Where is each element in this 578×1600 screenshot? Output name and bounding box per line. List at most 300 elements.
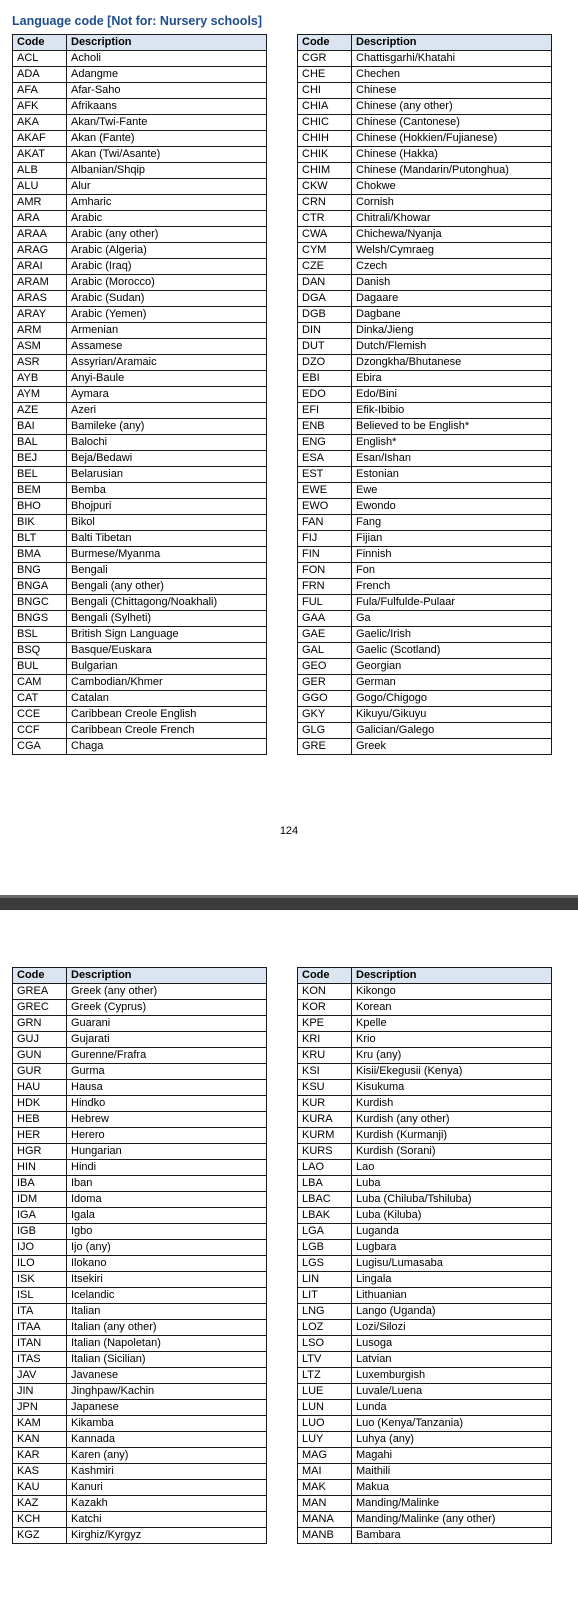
code-cell: HIN <box>13 1160 67 1176</box>
description-cell: Japanese <box>67 1400 267 1416</box>
description-cell: Kashmiri <box>67 1464 267 1480</box>
table-row <box>298 419 552 435</box>
code-cell: DUT <box>298 339 352 355</box>
description-cell: Lango (Uganda) <box>352 1304 552 1320</box>
table-row <box>298 131 552 147</box>
table-row <box>298 707 552 723</box>
description-cell: Greek (Cyprus) <box>67 1000 267 1016</box>
table-row <box>298 371 552 387</box>
table-row <box>13 1448 267 1464</box>
table-row <box>13 659 267 675</box>
code-cell: DZO <box>298 355 352 371</box>
table-row <box>13 579 267 595</box>
column-header-description: Description <box>352 35 552 51</box>
code-cell: KAS <box>13 1464 67 1480</box>
code-cell: BLT <box>13 531 67 547</box>
code-cell: GAA <box>298 611 352 627</box>
code-cell: GREC <box>13 1000 67 1016</box>
description-cell: Dagbane <box>352 307 552 323</box>
description-cell: Chinese (any other) <box>352 99 552 115</box>
table-row <box>298 723 552 739</box>
description-cell: Bengali (Sylheti) <box>67 611 267 627</box>
table-row <box>298 739 552 755</box>
description-cell: Fula/Fulfulde-Pulaar <box>352 595 552 611</box>
code-cell: BHO <box>13 499 67 515</box>
description-cell: German <box>352 675 552 691</box>
code-cell: CRN <box>298 195 352 211</box>
description-cell: Gaelic/Irish <box>352 627 552 643</box>
table-row <box>298 355 552 371</box>
description-cell: Greek <box>352 739 552 755</box>
description-cell: Lusoga <box>352 1336 552 1352</box>
code-cell: ARAI <box>13 259 67 275</box>
code-cell: CAM <box>13 675 67 691</box>
description-cell: Acholi <box>67 51 267 67</box>
column-header-description: Description <box>352 968 552 984</box>
code-cell: LUY <box>298 1432 352 1448</box>
table-row <box>298 627 552 643</box>
code-cell: FRN <box>298 579 352 595</box>
table-row <box>298 275 552 291</box>
table-row <box>13 1384 267 1400</box>
code-cell: KSU <box>298 1080 352 1096</box>
column-header-description: Description <box>67 968 267 984</box>
table-row <box>298 483 552 499</box>
table-row <box>298 1512 552 1528</box>
table-row <box>13 1288 267 1304</box>
description-cell: Albanian/Shqip <box>67 163 267 179</box>
code-cell: LSO <box>298 1336 352 1352</box>
code-cell: CTR <box>298 211 352 227</box>
code-cell: GEO <box>298 659 352 675</box>
table-row <box>298 1144 552 1160</box>
table-row <box>298 515 552 531</box>
language-table-left <box>12 34 267 755</box>
code-cell: GREA <box>13 984 67 1000</box>
description-cell: Chinese (Mandarin/Putonghua) <box>352 163 552 179</box>
description-cell: Fon <box>352 563 552 579</box>
table-row <box>13 1064 267 1080</box>
table-row <box>298 227 552 243</box>
description-cell: Efik-Ibibio <box>352 403 552 419</box>
table-row <box>13 1512 267 1528</box>
description-cell: Danish <box>352 275 552 291</box>
description-cell: Alur <box>67 179 267 195</box>
description-cell: Catalan <box>67 691 267 707</box>
table-row <box>298 1128 552 1144</box>
description-cell: Hausa <box>67 1080 267 1096</box>
code-cell: CWA <box>298 227 352 243</box>
table-row <box>298 1032 552 1048</box>
table-row <box>298 1480 552 1496</box>
description-cell: Ijo (any) <box>67 1240 267 1256</box>
code-cell: BSQ <box>13 643 67 659</box>
table-row <box>13 419 267 435</box>
code-cell: AFK <box>13 99 67 115</box>
table-row <box>298 1416 552 1432</box>
column-header-code: Code <box>298 968 352 984</box>
table-row <box>13 1336 267 1352</box>
description-cell: Arabic (any other) <box>67 227 267 243</box>
table-row <box>298 387 552 403</box>
code-cell: EDO <box>298 387 352 403</box>
code-cell: EST <box>298 467 352 483</box>
description-cell: Luo (Kenya/Tanzania) <box>352 1416 552 1432</box>
table-row <box>298 147 552 163</box>
description-cell: Maithili <box>352 1464 552 1480</box>
description-cell: Jinghpaw/Kachin <box>67 1384 267 1400</box>
table-row <box>13 275 267 291</box>
table-row <box>298 1080 552 1096</box>
table-row <box>298 83 552 99</box>
table-row <box>298 291 552 307</box>
code-cell: AKA <box>13 115 67 131</box>
description-cell: Karen (any) <box>67 1448 267 1464</box>
table-row <box>13 595 267 611</box>
description-cell: Gaelic (Scotland) <box>352 643 552 659</box>
description-cell: Kisukuma <box>352 1080 552 1096</box>
code-cell: ESA <box>298 451 352 467</box>
code-cell: BNG <box>13 563 67 579</box>
code-cell: LBA <box>298 1176 352 1192</box>
description-cell: Arabic (Morocco) <box>67 275 267 291</box>
table-row <box>13 147 267 163</box>
table-row <box>298 984 552 1000</box>
language-table-right <box>297 967 552 1544</box>
table-row <box>13 1400 267 1416</box>
table-row <box>13 355 267 371</box>
description-cell: Anyi-Baule <box>67 371 267 387</box>
description-cell: Bhojpuri <box>67 499 267 515</box>
description-cell: Kikamba <box>67 1416 267 1432</box>
table-row <box>298 595 552 611</box>
code-cell: IGB <box>13 1224 67 1240</box>
table-row <box>13 611 267 627</box>
description-cell: British Sign Language <box>67 627 267 643</box>
table-row <box>298 1272 552 1288</box>
table-row <box>298 1352 552 1368</box>
description-cell: Bambara <box>352 1528 552 1544</box>
code-cell: ARM <box>13 323 67 339</box>
code-cell: KRI <box>298 1032 352 1048</box>
code-cell: KCH <box>13 1512 67 1528</box>
table-row <box>13 515 267 531</box>
language-table-left <box>12 967 267 1544</box>
table-row <box>298 163 552 179</box>
code-cell: JIN <box>13 1384 67 1400</box>
description-cell: Icelandic <box>67 1288 267 1304</box>
table-row <box>13 1176 267 1192</box>
table-row <box>298 451 552 467</box>
table-row <box>13 243 267 259</box>
code-cell: HEB <box>13 1112 67 1128</box>
description-cell: Akan/Twi-Fante <box>67 115 267 131</box>
description-cell: Fijian <box>352 531 552 547</box>
table-row <box>298 643 552 659</box>
description-cell: Kanuri <box>67 1480 267 1496</box>
table-row <box>13 547 267 563</box>
code-cell: CCE <box>13 707 67 723</box>
code-cell: CGR <box>298 51 352 67</box>
description-cell: Luba <box>352 1176 552 1192</box>
description-cell: Hindi <box>67 1160 267 1176</box>
description-cell: Akan (Fante) <box>67 131 267 147</box>
description-cell: Caribbean Creole English <box>67 707 267 723</box>
code-cell: CHIA <box>298 99 352 115</box>
description-cell: Chaga <box>67 739 267 755</box>
description-cell: Iban <box>67 1176 267 1192</box>
code-cell: GLG <box>298 723 352 739</box>
table-row <box>298 499 552 515</box>
code-cell: KGZ <box>13 1528 67 1544</box>
description-cell: Kurdish (Kurmanji) <box>352 1128 552 1144</box>
table-row <box>13 83 267 99</box>
table-row <box>298 1256 552 1272</box>
table-row <box>13 1224 267 1240</box>
table-row <box>13 163 267 179</box>
description-cell: Amharic <box>67 195 267 211</box>
description-cell: Igbo <box>67 1224 267 1240</box>
code-cell: IBA <box>13 1176 67 1192</box>
code-cell: LBAC <box>298 1192 352 1208</box>
description-cell: Hebrew <box>67 1112 267 1128</box>
table-row <box>13 739 267 755</box>
code-cell: MANB <box>298 1528 352 1544</box>
table-row <box>298 243 552 259</box>
code-cell: KAZ <box>13 1496 67 1512</box>
code-cell: ITAN <box>13 1336 67 1352</box>
code-cell: KURM <box>298 1128 352 1144</box>
description-cell: Lugisu/Lumasaba <box>352 1256 552 1272</box>
description-cell: Hungarian <box>67 1144 267 1160</box>
description-cell: Italian <box>67 1304 267 1320</box>
code-cell: HAU <box>13 1080 67 1096</box>
description-cell: Akan (Twi/Asante) <box>67 147 267 163</box>
table-row <box>298 1320 552 1336</box>
code-cell: LGS <box>298 1256 352 1272</box>
table-row <box>298 579 552 595</box>
code-cell: LTV <box>298 1352 352 1368</box>
description-cell: Ewondo <box>352 499 552 515</box>
code-cell: MANA <box>298 1512 352 1528</box>
table-row <box>13 1272 267 1288</box>
table-row <box>13 1048 267 1064</box>
code-cell: DAN <box>298 275 352 291</box>
description-cell: Dinka/Jieng <box>352 323 552 339</box>
table-row <box>13 195 267 211</box>
table-row <box>298 1240 552 1256</box>
description-cell: Welsh/Cymraeg <box>352 243 552 259</box>
description-cell: Katchi <box>67 1512 267 1528</box>
code-cell: ENG <box>298 435 352 451</box>
code-cell: BUL <box>13 659 67 675</box>
description-cell: French <box>352 579 552 595</box>
code-cell: AYM <box>13 387 67 403</box>
code-cell: KUR <box>298 1096 352 1112</box>
table-row <box>298 691 552 707</box>
description-cell: Bamileke (any) <box>67 419 267 435</box>
table-row <box>298 1048 552 1064</box>
code-cell: AMR <box>13 195 67 211</box>
table-row <box>298 307 552 323</box>
code-cell: CHIK <box>298 147 352 163</box>
table-row <box>298 1096 552 1112</box>
table-header-row <box>13 968 267 984</box>
description-cell: Kisii/Ekegusii (Kenya) <box>352 1064 552 1080</box>
table-row <box>298 1192 552 1208</box>
table-row <box>13 707 267 723</box>
table-row <box>13 435 267 451</box>
language-table-right <box>297 34 552 755</box>
table-row <box>298 659 552 675</box>
table-row <box>298 467 552 483</box>
table-header-row <box>13 35 267 51</box>
code-cell: EFI <box>298 403 352 419</box>
description-cell: Bemba <box>67 483 267 499</box>
code-cell: DGB <box>298 307 352 323</box>
column-header-code: Code <box>298 35 352 51</box>
table-row <box>13 307 267 323</box>
table-row <box>13 723 267 739</box>
code-cell: MAI <box>298 1464 352 1480</box>
table-row <box>298 547 552 563</box>
table-row <box>298 403 552 419</box>
code-cell: HGR <box>13 1144 67 1160</box>
description-cell: Greek (any other) <box>67 984 267 1000</box>
code-cell: BNGA <box>13 579 67 595</box>
page-title: Language code [Not for: Nursery schools] <box>12 14 263 28</box>
code-cell: LBAK <box>298 1208 352 1224</box>
table-row <box>13 499 267 515</box>
description-cell: Lao <box>352 1160 552 1176</box>
code-cell: ARAY <box>13 307 67 323</box>
table-row <box>13 1016 267 1032</box>
description-cell: Georgian <box>352 659 552 675</box>
table-row <box>298 675 552 691</box>
table-row <box>13 1096 267 1112</box>
table-row <box>13 1480 267 1496</box>
description-cell: Bengali <box>67 563 267 579</box>
description-cell: Luba (Chiluba/Tshiluba) <box>352 1192 552 1208</box>
description-cell: Chokwe <box>352 179 552 195</box>
code-cell: HER <box>13 1128 67 1144</box>
code-cell: ILO <box>13 1256 67 1272</box>
table-row <box>298 1528 552 1544</box>
table-row <box>298 259 552 275</box>
code-cell: ARAA <box>13 227 67 243</box>
code-cell: MAK <box>298 1480 352 1496</box>
code-cell: FAN <box>298 515 352 531</box>
table-row <box>298 99 552 115</box>
table-row <box>298 531 552 547</box>
description-cell: Galician/Galego <box>352 723 552 739</box>
code-cell: ACL <box>13 51 67 67</box>
code-cell: KSI <box>298 1064 352 1080</box>
description-cell: Bengali (any other) <box>67 579 267 595</box>
table-row <box>13 1416 267 1432</box>
table-row <box>13 1128 267 1144</box>
description-cell: Kirghiz/Kyrgyz <box>67 1528 267 1544</box>
description-cell: Idoma <box>67 1192 267 1208</box>
code-cell: LNG <box>298 1304 352 1320</box>
code-cell: KAU <box>13 1480 67 1496</box>
description-cell: Aymara <box>67 387 267 403</box>
document-page-125 <box>0 910 578 1600</box>
table-row <box>298 323 552 339</box>
code-cell: BAI <box>13 419 67 435</box>
code-cell: GAE <box>298 627 352 643</box>
table-row <box>13 563 267 579</box>
description-cell: Arabic <box>67 211 267 227</box>
code-cell: ARAS <box>13 291 67 307</box>
table-row <box>13 339 267 355</box>
table-row <box>298 67 552 83</box>
description-cell: Belarusian <box>67 467 267 483</box>
code-cell: JPN <box>13 1400 67 1416</box>
description-cell: Cornish <box>352 195 552 211</box>
code-cell: LIN <box>298 1272 352 1288</box>
description-cell: Guarani <box>67 1016 267 1032</box>
code-cell: ISL <box>13 1288 67 1304</box>
description-cell: Gujarati <box>67 1032 267 1048</box>
description-cell: Itsekiri <box>67 1272 267 1288</box>
description-cell: Manding/Malinke <box>352 1496 552 1512</box>
code-cell: CZE <box>298 259 352 275</box>
table-row <box>13 1256 267 1272</box>
table-row <box>13 67 267 83</box>
code-cell: IJO <box>13 1240 67 1256</box>
table-row <box>13 371 267 387</box>
code-cell: GER <box>298 675 352 691</box>
code-cell: CHIH <box>298 131 352 147</box>
code-cell: KAM <box>13 1416 67 1432</box>
description-cell: Basque/Euskara <box>67 643 267 659</box>
table-row <box>13 483 267 499</box>
code-cell: GKY <box>298 707 352 723</box>
code-cell: BEL <box>13 467 67 483</box>
description-cell: Czech <box>352 259 552 275</box>
code-cell: CGA <box>13 739 67 755</box>
table-row <box>13 1320 267 1336</box>
description-cell: Ilokano <box>67 1256 267 1272</box>
table-row <box>13 1432 267 1448</box>
description-cell: Gogo/Chigogo <box>352 691 552 707</box>
description-cell: Afar-Saho <box>67 83 267 99</box>
description-cell: Kazakh <box>67 1496 267 1512</box>
code-cell: BAL <box>13 435 67 451</box>
description-cell: Lunda <box>352 1400 552 1416</box>
code-cell: MAN <box>298 1496 352 1512</box>
table-row <box>298 211 552 227</box>
description-cell: Balochi <box>67 435 267 451</box>
code-cell: JAV <box>13 1368 67 1384</box>
description-cell: Assyrian/Aramaic <box>67 355 267 371</box>
table-row <box>13 115 267 131</box>
page-number: 124 <box>279 825 299 837</box>
description-cell: Arabic (Algeria) <box>67 243 267 259</box>
code-cell: KAR <box>13 1448 67 1464</box>
code-cell: KRU <box>298 1048 352 1064</box>
code-cell: KAN <box>13 1432 67 1448</box>
code-cell: ITAS <box>13 1352 67 1368</box>
code-cell: BMA <box>13 547 67 563</box>
table-row <box>13 627 267 643</box>
table-row <box>298 115 552 131</box>
table-row <box>298 1064 552 1080</box>
table-row <box>13 451 267 467</box>
table-row <box>298 1384 552 1400</box>
table-row <box>13 51 267 67</box>
